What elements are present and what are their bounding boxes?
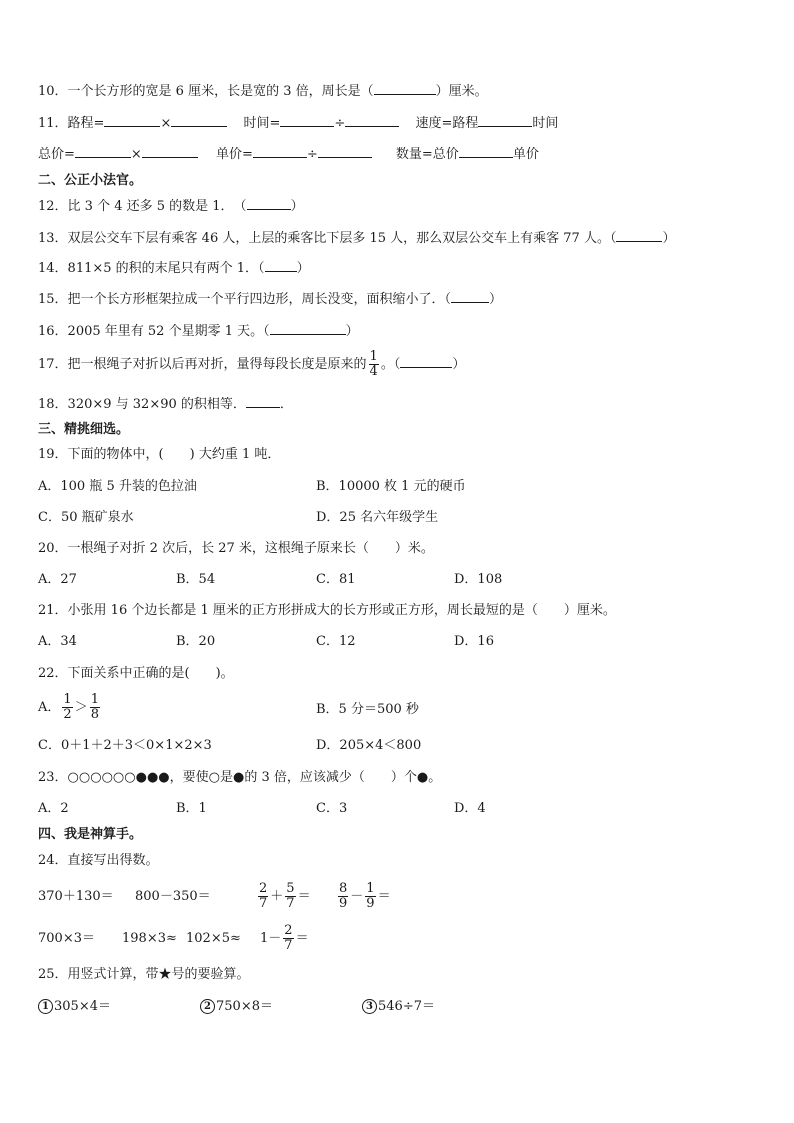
option-a[interactable]: A．100 瓶 5 升装的色拉油 <box>38 479 197 494</box>
question-22: 22．下面关系中正确的是( )。 <box>38 666 234 681</box>
answer-blank[interactable] <box>345 114 399 127</box>
option-d[interactable]: D．205×4＜800 <box>316 738 422 753</box>
answer-blank[interactable] <box>265 259 297 272</box>
circled-number-icon: 2 <box>200 999 215 1014</box>
option-c[interactable]: C．50 瓶矿泉水 <box>38 510 134 525</box>
answer-blank[interactable] <box>318 145 372 158</box>
option-d[interactable]: D．25 名六年级学生 <box>316 510 439 525</box>
option-c[interactable]: C．0＋1＋2＋3＜0×1×2×3 <box>38 738 212 753</box>
option-b[interactable]: B．5 分＝500 秒 <box>316 702 419 717</box>
circled-number-icon: 3 <box>362 999 377 1014</box>
question-15: 15．把一个长方形框架拉成一个平行四边形，周长没变，面积缩小了．（ ） <box>38 292 503 307</box>
fraction: $\frac{5}{7}$ <box>286 881 295 911</box>
circled-number-icon: 1 <box>38 999 53 1014</box>
expression: 102×5≈ <box>186 931 241 946</box>
option-b[interactable]: B．1 <box>176 801 207 816</box>
option-b[interactable]: B．20 <box>176 634 216 649</box>
expression: 198×3≈ <box>122 931 177 946</box>
option-c[interactable]: C．12 <box>316 634 356 649</box>
question-10: 10．一个长方形的宽是 6 厘米，长是宽的 3 倍，周长是（ ）厘米。 <box>38 84 488 99</box>
option-a[interactable]: A．27 <box>38 572 77 587</box>
question-19: 19．下面的物体中，( ) 大约重 1 吨． <box>38 447 281 462</box>
option-a[interactable]: A． $\frac{1}{2}$ ＞ $\frac{1}{8}$ <box>38 692 99 722</box>
question-25: 25．用竖式计算，带★号的要验算。 <box>38 967 250 982</box>
answer-blank[interactable] <box>459 145 513 158</box>
fraction: $\frac{1}{8}$ <box>90 692 99 722</box>
question-16: 16．2005 年里有 52 个星期零 1 天。（ ） <box>38 324 359 339</box>
answer-blank[interactable] <box>270 322 346 335</box>
option-d[interactable]: D．16 <box>454 634 494 649</box>
answer-blank[interactable] <box>400 355 452 368</box>
calculation-item: 1 305×4＝ <box>38 998 111 1016</box>
answer-blank[interactable] <box>171 114 227 127</box>
calculation-item: 3 546÷7＝ <box>362 998 435 1016</box>
option-a[interactable]: A．34 <box>38 634 77 649</box>
question-24: 24．直接写出得数。 <box>38 853 159 868</box>
expression: 370＋130＝ <box>38 889 114 904</box>
answer-blank[interactable] <box>253 145 307 158</box>
question-11: 11．路程= × 时间= ÷ 速度=路程 时间 <box>38 116 559 131</box>
option-b[interactable]: B．10000 枚 1 元的硬币 <box>316 479 466 494</box>
question-11-line-2: 总价= × 单价= ÷ 数量=总价 单价 <box>38 147 539 162</box>
question-12: 12．比 3 个 4 还多 5 的数是 1． （ ） <box>38 199 304 214</box>
answer-blank[interactable] <box>478 114 532 127</box>
answer-blank[interactable] <box>104 114 160 127</box>
answer-blank[interactable] <box>280 114 334 127</box>
fraction: $\frac{2}{7}$ <box>284 923 293 953</box>
section-heading: 三、精挑细选。 <box>38 422 130 437</box>
option-a[interactable]: A．2 <box>38 801 69 816</box>
question-13: 13．双层公交车下层有乘客 46 人，上层的乘客比下层多 15 人，那么双层公交车上有乘客 77 人。（ ） <box>38 231 676 246</box>
expression: 700×3＝ <box>38 931 95 946</box>
answer-blank[interactable] <box>247 197 291 210</box>
question-20: 20．一根绳子对折 2 次后，长 27 米，这根绳子原来长（ ）米。 <box>38 541 434 556</box>
expression: $\frac{2}{7}$ ＋ $\frac{5}{7}$ ＝ <box>259 881 311 911</box>
fraction: $\frac{8}{9}$ <box>339 881 348 911</box>
expression: $\frac{8}{9}$ － $\frac{1}{9}$ ＝ <box>339 881 391 911</box>
option-c[interactable]: C．81 <box>316 572 356 587</box>
answer-blank[interactable] <box>246 395 280 408</box>
question-21: 21．小张用 16 个边长都是 1 厘米的正方形拼成大的长方形或正方形，周长最短的是（ ）厘米。 <box>38 603 616 618</box>
answer-blank[interactable] <box>451 290 489 303</box>
fraction: $\frac{1}{4}$ <box>369 349 378 379</box>
option-c[interactable]: C．3 <box>316 801 348 816</box>
fraction: $\frac{1}{9}$ <box>366 881 375 911</box>
question-14: 14．811×5 的积的末尾只有两个 1．（ ） <box>38 261 310 276</box>
answer-blank[interactable] <box>616 229 662 242</box>
answer-blank[interactable] <box>75 145 131 158</box>
expression: 800－350＝ <box>135 889 211 904</box>
answer-blank[interactable] <box>374 82 436 95</box>
option-d[interactable]: D．4 <box>454 801 486 816</box>
question-23: 23．○○○○○○●●●，要使○是●的 3 倍，应该减少（ ）个●。 <box>38 770 442 785</box>
option-d[interactable]: D．108 <box>454 572 503 587</box>
section-heading: 二、公正小法官。 <box>38 173 143 188</box>
option-b[interactable]: B．54 <box>176 572 216 587</box>
question-17: 17．把一根绳子对折以后再对折，量得每段长度是原来的 $\frac{1}{4}$ 。（ ） <box>38 349 466 379</box>
expression: 1－ $\frac{2}{7}$ ＝ <box>260 923 309 953</box>
answer-blank[interactable] <box>142 145 198 158</box>
calculation-item: 2 750×8＝ <box>200 998 273 1016</box>
question-18: 18．320×9 与 32×90 的积相等． ． <box>38 397 293 412</box>
fraction: $\frac{1}{2}$ <box>63 692 72 722</box>
fraction: $\frac{2}{7}$ <box>259 881 268 911</box>
section-heading: 四、我是神算手。 <box>38 827 143 842</box>
